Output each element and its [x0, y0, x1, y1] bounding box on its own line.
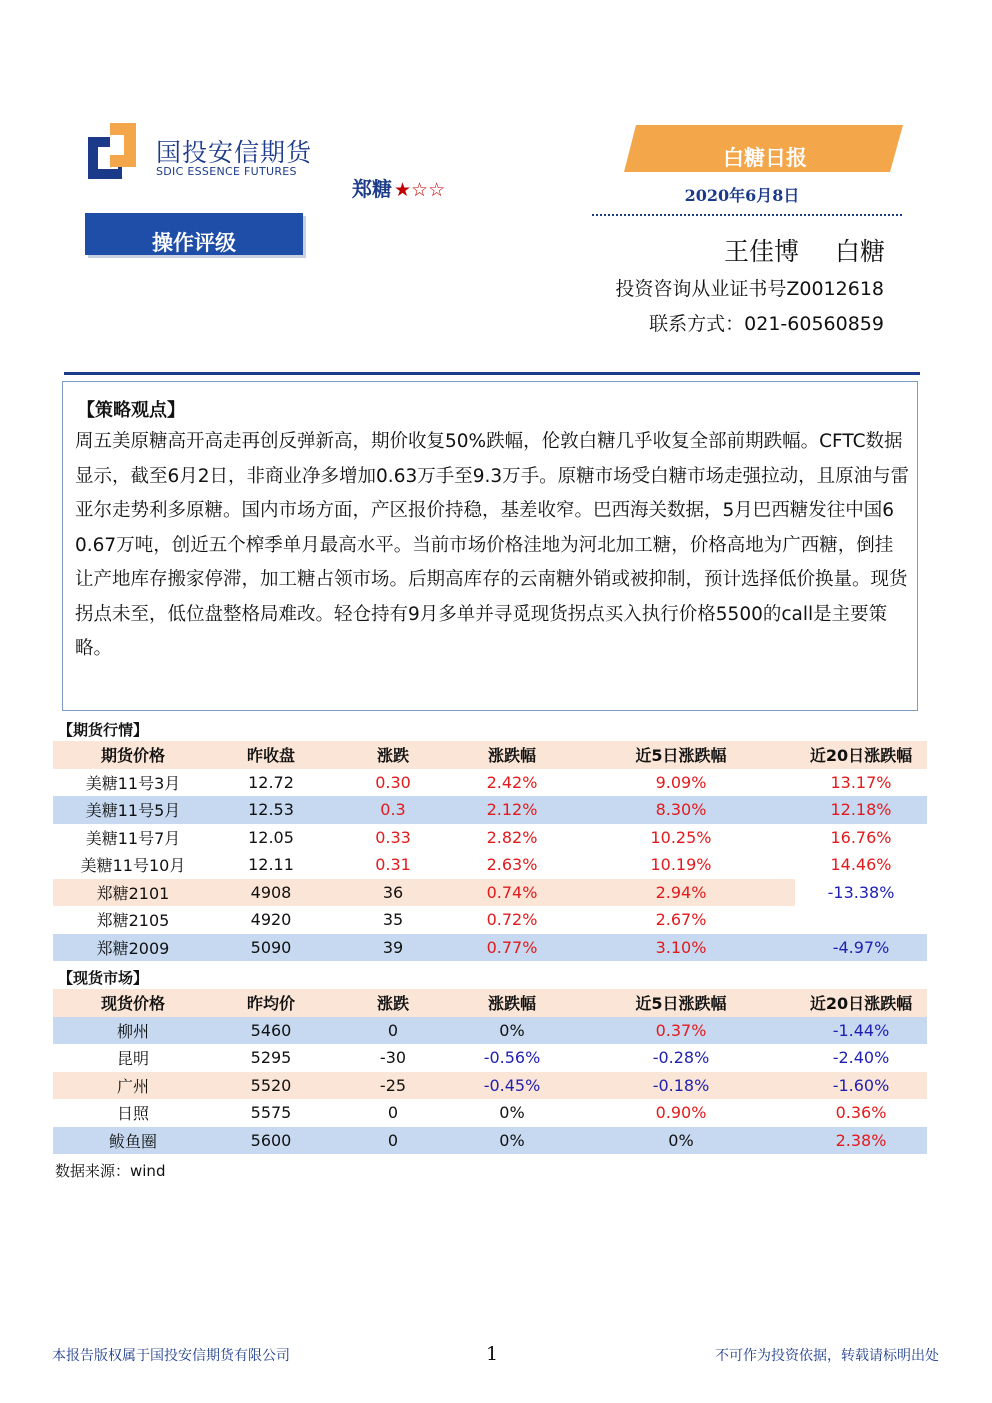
- cell-pct: 0%: [457, 1127, 567, 1155]
- logo-chinese-name: 国投安信期货: [156, 138, 313, 167]
- company-logo-icon: [88, 123, 136, 179]
- cell-20d: 16.76%: [830, 827, 892, 847]
- report-title: 白糖日报: [723, 146, 807, 170]
- cell-pct: 0%: [499, 1103, 525, 1123]
- rating-product: 郑糖: [352, 177, 392, 201]
- cell-name: 鲅鱼圈: [53, 1127, 213, 1155]
- cell-name: 美糖11号7月: [85, 828, 181, 848]
- dotted-divider: [592, 214, 902, 216]
- cell-5d: 0.37%: [567, 1017, 795, 1045]
- table-header: 近5日涨跌幅: [567, 741, 795, 769]
- cell-20d: 13.17%: [830, 772, 892, 792]
- footer-copyright: 本报告版权属于国投安信期货有限公司: [52, 1348, 290, 1364]
- cell-5d: 3.10%: [567, 934, 795, 962]
- table-header: 期货价格: [53, 741, 213, 769]
- table-row: [53, 796, 927, 824]
- cell-20d: -13.38%: [795, 879, 927, 907]
- cell-20d: 12.18%: [795, 796, 927, 824]
- cell-change: 0: [387, 1103, 399, 1123]
- cell-change: 0.33: [375, 827, 411, 847]
- table-header: 近20日涨跌幅: [795, 989, 927, 1017]
- table-header: 涨跌幅: [457, 741, 567, 769]
- cell-name: 郑糖2009: [53, 934, 213, 962]
- cell-change: 0: [329, 1017, 457, 1045]
- table-row: [53, 1072, 927, 1100]
- table-row: [53, 1044, 927, 1072]
- table-row: [53, 906, 927, 934]
- futures-section-label: 【期货行情】: [58, 721, 149, 739]
- cell-name: 柳州: [53, 1017, 213, 1045]
- table-header: 昨收盘: [213, 741, 329, 769]
- cell-5d: -0.28%: [652, 1048, 710, 1068]
- cell-pct: 0.72%: [486, 910, 538, 930]
- cell-pct: 0%: [457, 1017, 567, 1045]
- cell-name: 郑糖2105: [96, 911, 170, 931]
- table-header: 近5日涨跌幅: [567, 989, 795, 1017]
- cell-pct: 2.42%: [486, 772, 538, 792]
- spot-table: [53, 989, 927, 1154]
- certificate-number: 投资咨询从业证书号Z0012618: [615, 278, 884, 300]
- cell-20d: 2.38%: [795, 1127, 927, 1155]
- strategy-title: 【策略观点】: [77, 400, 185, 421]
- cell-prev: 12.05: [248, 827, 294, 847]
- table-header: 昨均价: [213, 989, 329, 1017]
- cell-name: 美糖11号3月: [85, 773, 181, 793]
- cell-change: 36: [329, 879, 457, 907]
- table-header: 现货价格: [53, 989, 213, 1017]
- author-name: 王佳博: [723, 237, 799, 266]
- cell-prev: 5295: [250, 1048, 292, 1068]
- cell-prev: 12.53: [213, 796, 329, 824]
- cell-5d: 10.19%: [650, 855, 712, 875]
- cell-prev: 4920: [250, 910, 292, 930]
- cell-5d: 0.90%: [655, 1103, 707, 1123]
- strategy-body: 周五美原糖高开高走再创反弹新高，期价收复50%跌幅，伦敦白糖几乎收复全部前期跌幅。CFTC数据显示，截至6月2日，非商业净多增加0.63万手至9.3万手。原糖市场受白糖市场走强拉动，且原油与雷亚尔走势利多原糖。国内市场方面，产区报价持稳，基差收窄。巴西海关数据，5月巴西糖发往中国60.67万吨，创近五个榨季单月最高水平。当前市场价格洼地为河北加工糖，价格高地为广西糖，倒挂让产地库存搬家停滞，加工糖占领市场。后期高库存的云南糖外销或被抑制，预计选择低价换量。现货拐点未至，低位盘整格局难改。轻仓持有9月多单并寻觅现货拐点买入执行价格5500的call是主要策略。: [75, 431, 910, 659]
- cell-name: 广州: [53, 1072, 213, 1100]
- table-header: 涨跌: [329, 741, 457, 769]
- table-row: [53, 1099, 927, 1127]
- cell-20d: -2.40%: [832, 1048, 890, 1068]
- cell-prev: 5090: [213, 934, 329, 962]
- cell-change: 0.30: [375, 772, 411, 792]
- rating-line: [352, 173, 445, 202]
- cell-change: 35: [382, 910, 404, 930]
- cell-5d: 9.09%: [655, 772, 707, 792]
- table-row: [53, 934, 927, 962]
- table-row: [53, 1017, 927, 1045]
- cell-prev: 12.72: [248, 772, 294, 792]
- cell-change: -30: [379, 1048, 407, 1068]
- table-row: [53, 824, 927, 852]
- table-row: [53, 851, 927, 879]
- cell-pct: -0.45%: [457, 1072, 567, 1100]
- cell-5d: 0%: [567, 1127, 795, 1155]
- cell-name: 昆明: [116, 1049, 149, 1069]
- table-header: 近20日涨跌幅: [795, 741, 927, 769]
- cell-5d: 8.30%: [567, 796, 795, 824]
- cell-prev: 4908: [213, 879, 329, 907]
- cell-pct: 2.12%: [457, 796, 567, 824]
- table-row: [53, 769, 927, 797]
- cell-name: 美糖11号5月: [53, 796, 213, 824]
- logo-english-name: SDIC ESSENCE FUTURES: [156, 165, 297, 178]
- cell-20d: -1.60%: [795, 1072, 927, 1100]
- cell-prev: 5520: [213, 1072, 329, 1100]
- footer-disclaimer: 不可作为投资依据，转载请标明出处: [715, 1348, 939, 1364]
- cell-5d: -0.18%: [567, 1072, 795, 1100]
- data-source: 数据来源：wind: [55, 1162, 166, 1180]
- cell-change: 0: [329, 1127, 457, 1155]
- cell-prev: 5575: [250, 1103, 292, 1123]
- author-sector: 白糖: [834, 237, 885, 266]
- cell-change: 0.3: [329, 796, 457, 824]
- cell-pct: 0.74%: [457, 879, 567, 907]
- cell-prev: 5600: [213, 1127, 329, 1155]
- cell-change: 39: [329, 934, 457, 962]
- cell-pct: -0.56%: [483, 1048, 541, 1068]
- section-divider: [64, 372, 920, 375]
- cell-20d: 0.36%: [835, 1103, 887, 1123]
- cell-5d: 2.94%: [567, 879, 795, 907]
- rating-stars: ★☆☆: [394, 179, 446, 201]
- cell-20d: 14.46%: [830, 855, 892, 875]
- author-line: [724, 232, 885, 268]
- table-row: [53, 879, 927, 907]
- table-header: 涨跌幅: [457, 989, 567, 1017]
- spot-header-row: [53, 989, 927, 1017]
- operation-rating-label: 操作评级: [152, 231, 236, 255]
- cell-20d: -1.44%: [795, 1017, 927, 1045]
- page-number: 1: [486, 1343, 499, 1365]
- cell-prev: 5460: [213, 1017, 329, 1045]
- cell-change: 0.31: [375, 855, 411, 875]
- cell-pct: 2.82%: [486, 827, 538, 847]
- table-header: 涨跌: [329, 989, 457, 1017]
- spot-section-label: 【现货市场】: [58, 969, 149, 987]
- operation-rating-box: [85, 213, 303, 255]
- futures-header-row: [53, 741, 927, 769]
- cell-20d: -4.97%: [795, 934, 927, 962]
- cell-pct: 0.77%: [457, 934, 567, 962]
- cell-20d: [795, 906, 927, 934]
- table-row: [53, 1127, 927, 1155]
- futures-table: [53, 741, 927, 961]
- contact-info: 联系方式：021-60560859: [649, 313, 884, 335]
- cell-5d: 2.67%: [655, 910, 707, 930]
- cell-change: -25: [329, 1072, 457, 1100]
- cell-5d: 10.25%: [650, 827, 712, 847]
- cell-prev: 12.11: [248, 855, 294, 875]
- cell-name: 日照: [116, 1104, 149, 1124]
- cell-name: 郑糖2101: [53, 879, 213, 907]
- cell-pct: 2.63%: [486, 855, 538, 875]
- cell-name: 美糖11号10月: [80, 856, 186, 876]
- report-date: 2020年6月8日: [684, 186, 800, 205]
